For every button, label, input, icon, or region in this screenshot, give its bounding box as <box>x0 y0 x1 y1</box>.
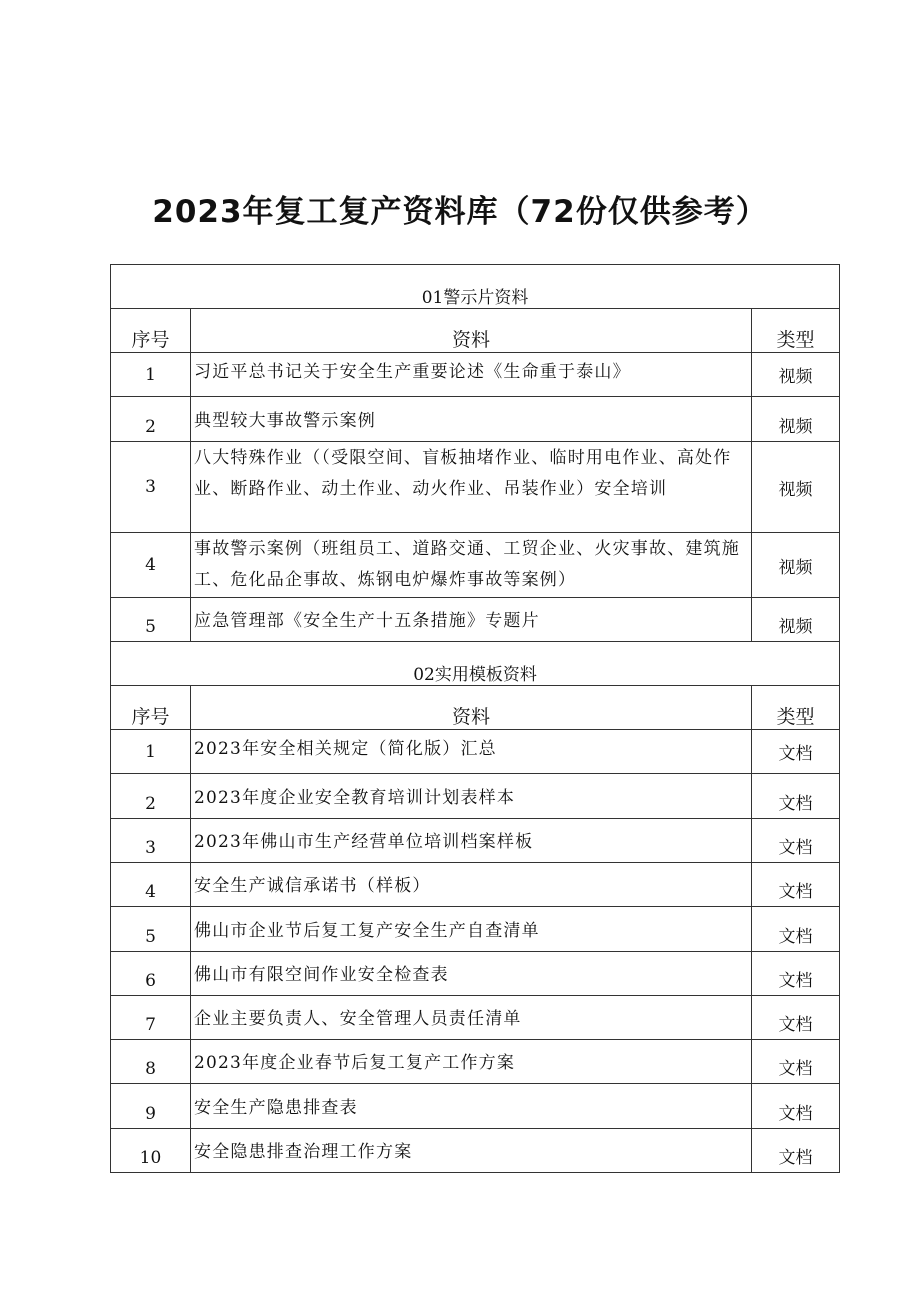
table-row <box>111 397 840 442</box>
page-title: 2023年复工复产资料库（72份仅供参考） <box>152 194 768 230</box>
table-row <box>111 952 840 996</box>
row-item: 2023年佛山市生产经营单位培训档案样板 <box>191 819 752 863</box>
table-row <box>111 442 840 533</box>
table-row <box>111 1084 840 1129</box>
column-header-item: 资料 <box>191 309 752 353</box>
table-row <box>111 533 840 598</box>
row-number: 1 <box>111 353 191 397</box>
row-item: 八大特殊作业（（受限空间、盲板抽堵作业、临时用电作业、高处作业、断路作业、动土作业、动火作业、吊装作业）安全培训 <box>191 442 752 533</box>
section-heading-row <box>111 642 840 686</box>
row-item: 安全生产隐患排查表 <box>191 1084 752 1129</box>
row-item: 习近平总书记关于安全生产重要论述《生命重于泰山》 <box>191 353 752 397</box>
row-type: 视频 <box>752 598 840 642</box>
row-type: 视频 <box>752 533 840 598</box>
row-number: 5 <box>111 907 191 952</box>
row-type: 文档 <box>752 1129 840 1173</box>
table-row <box>111 819 840 863</box>
row-item: 事故警示案例（班组员工、道路交通、工贸企业、火灾事故、建筑施工、危化品企事故、炼钢电炉爆炸事故等案例） <box>191 533 752 598</box>
resource-table <box>110 264 840 1173</box>
row-number: 6 <box>111 952 191 996</box>
column-header-number: 序号 <box>111 309 191 353</box>
table-row <box>111 774 840 819</box>
row-number: 7 <box>111 996 191 1040</box>
row-type: 文档 <box>752 1040 840 1084</box>
row-number: 4 <box>111 863 191 907</box>
row-item: 2023年度企业春节后复工复产工作方案 <box>191 1040 752 1084</box>
row-item: 安全生产诚信承诺书（样板） <box>191 863 752 907</box>
row-item: 佛山市企业节后复工复产安全生产自查清单 <box>191 907 752 952</box>
row-type: 文档 <box>752 730 840 774</box>
table-row <box>111 730 840 774</box>
table-header-row <box>111 309 840 353</box>
column-header-number: 序号 <box>111 686 191 730</box>
row-type: 视频 <box>752 442 840 533</box>
table-header-row <box>111 686 840 730</box>
table-row <box>111 598 840 642</box>
row-number: 10 <box>111 1129 191 1173</box>
row-number: 9 <box>111 1084 191 1129</box>
table-row <box>111 1040 840 1084</box>
row-type: 文档 <box>752 819 840 863</box>
row-number: 2 <box>111 397 191 442</box>
row-item: 2023年度企业安全教育培训计划表样本 <box>191 774 752 819</box>
table-row <box>111 863 840 907</box>
row-item: 典型较大事故警示案例 <box>191 397 752 442</box>
table-row <box>111 353 840 397</box>
section-heading: 02实用模板资料 <box>111 642 840 686</box>
table-row <box>111 1129 840 1173</box>
table-row <box>111 907 840 952</box>
section-heading-row <box>111 265 840 309</box>
row-type: 文档 <box>752 907 840 952</box>
column-header-item: 资料 <box>191 686 752 730</box>
row-type: 文档 <box>752 863 840 907</box>
row-item: 2023年安全相关规定（简化版）汇总 <box>191 730 752 774</box>
row-item: 佛山市有限空间作业安全检查表 <box>191 952 752 996</box>
row-type: 视频 <box>752 397 840 442</box>
column-header-type: 类型 <box>752 309 840 353</box>
row-item: 安全隐患排查治理工作方案 <box>191 1129 752 1173</box>
row-type: 文档 <box>752 952 840 996</box>
section-heading: 01警示片资料 <box>111 265 840 309</box>
row-number: 1 <box>111 730 191 774</box>
row-number: 8 <box>111 1040 191 1084</box>
row-item: 企业主要负责人、安全管理人员责任清单 <box>191 996 752 1040</box>
column-header-type: 类型 <box>752 686 840 730</box>
row-number: 3 <box>111 442 191 533</box>
row-type: 文档 <box>752 996 840 1040</box>
row-number: 2 <box>111 774 191 819</box>
row-type: 文档 <box>752 1084 840 1129</box>
row-item: 应急管理部《安全生产十五条措施》专题片 <box>191 598 752 642</box>
row-type: 文档 <box>752 774 840 819</box>
row-type: 视频 <box>752 353 840 397</box>
row-number: 4 <box>111 533 191 598</box>
row-number: 3 <box>111 819 191 863</box>
row-number: 5 <box>111 598 191 642</box>
table-row <box>111 996 840 1040</box>
